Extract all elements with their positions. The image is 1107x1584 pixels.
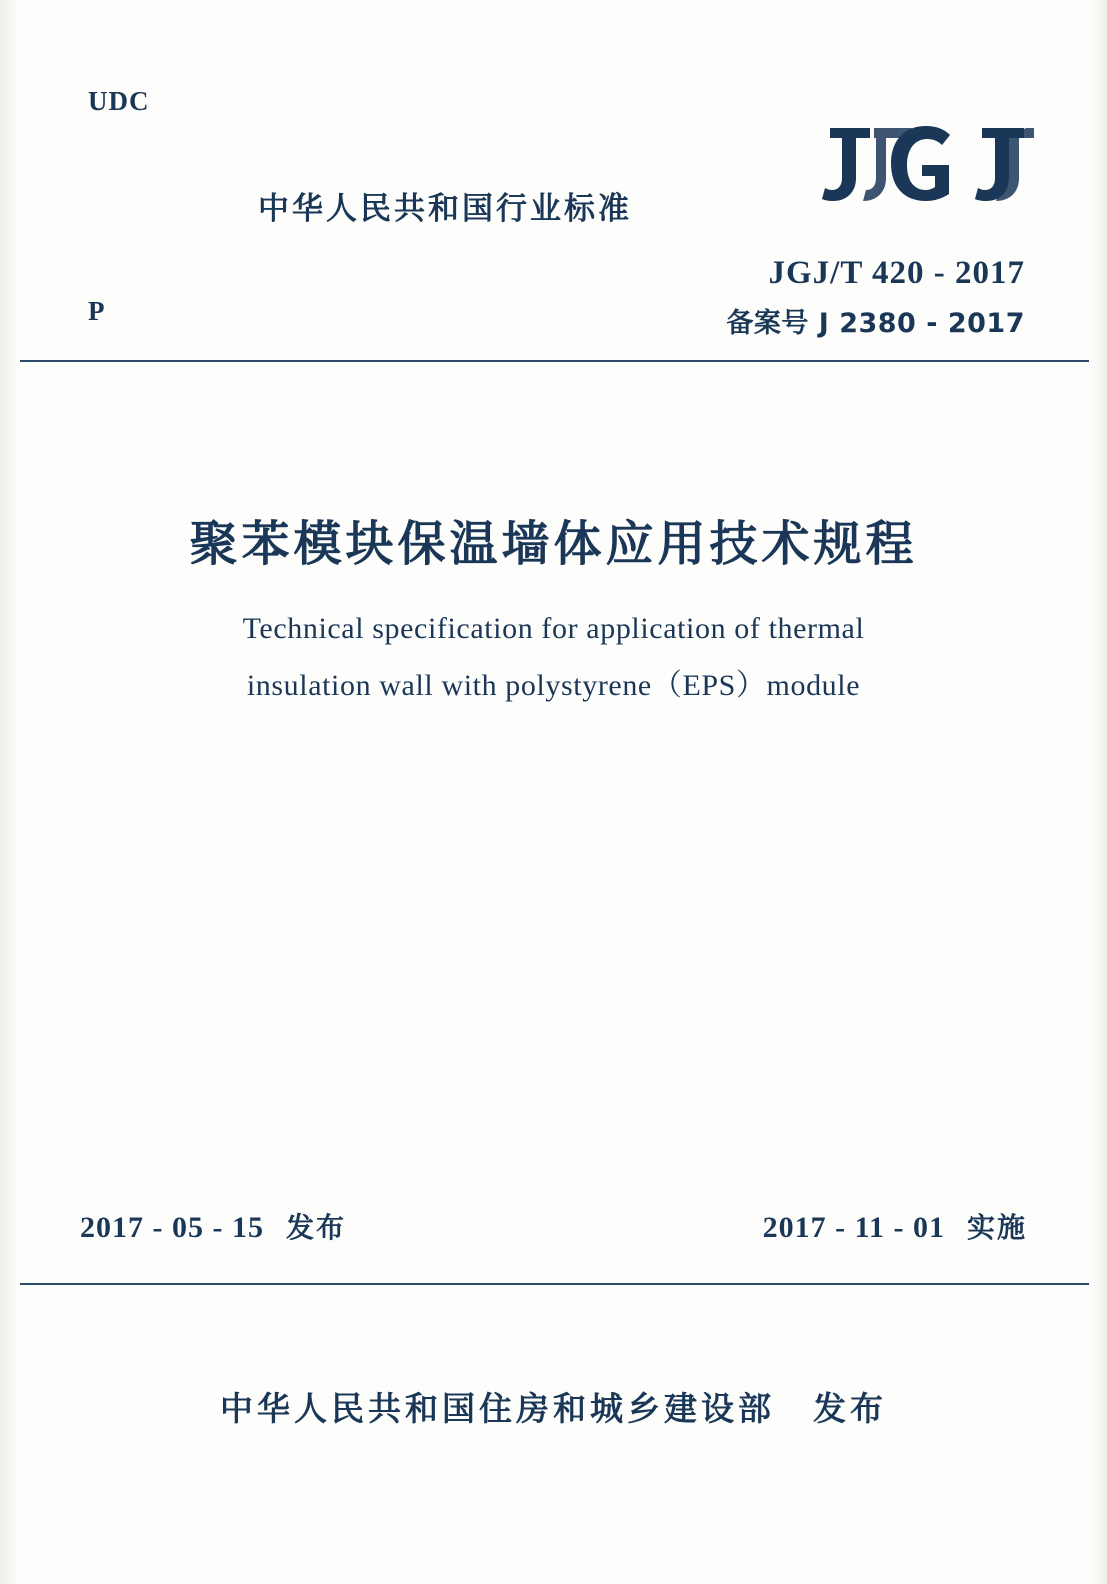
category-mark: P — [88, 296, 105, 326]
date-row — [0, 1206, 1107, 1246]
effective-date: 2017 - 11 - 01 — [762, 1211, 945, 1244]
udc-label: UDC — [88, 86, 150, 116]
page-title-en-line-2: insulation wall with polystyrene（EPS）module — [246, 669, 861, 702]
effective-date-group — [763, 1206, 1027, 1246]
publisher-name: 中华人民共和国住房和城乡建设部 — [220, 1389, 775, 1428]
footer-divider — [20, 1283, 1089, 1285]
jgj-logo-icon — [822, 122, 1037, 207]
publisher-line — [0, 1383, 1107, 1430]
page-title-en-line-1: Technical specification for application of thermal — [242, 612, 865, 645]
effective-label: 实施 — [966, 1211, 1027, 1244]
page-title-en — [0, 600, 1107, 714]
header-divider — [20, 360, 1089, 362]
publisher-action: 发布 — [813, 1389, 887, 1428]
standard-organization-heading: 中华人民共和国行业标准 — [258, 191, 632, 227]
issue-date: 2017 - 05 - 15 — [80, 1211, 264, 1244]
standard-code: JGJ/T 420 - 2017 — [768, 255, 1025, 291]
page-title-cn: 聚苯模块保温墙体应用技术规程 — [189, 516, 918, 572]
issue-label: 发布 — [285, 1211, 346, 1244]
record-number: 备案号 J 2380 - 2017 — [726, 308, 1025, 339]
issue-date-group — [80, 1206, 346, 1246]
